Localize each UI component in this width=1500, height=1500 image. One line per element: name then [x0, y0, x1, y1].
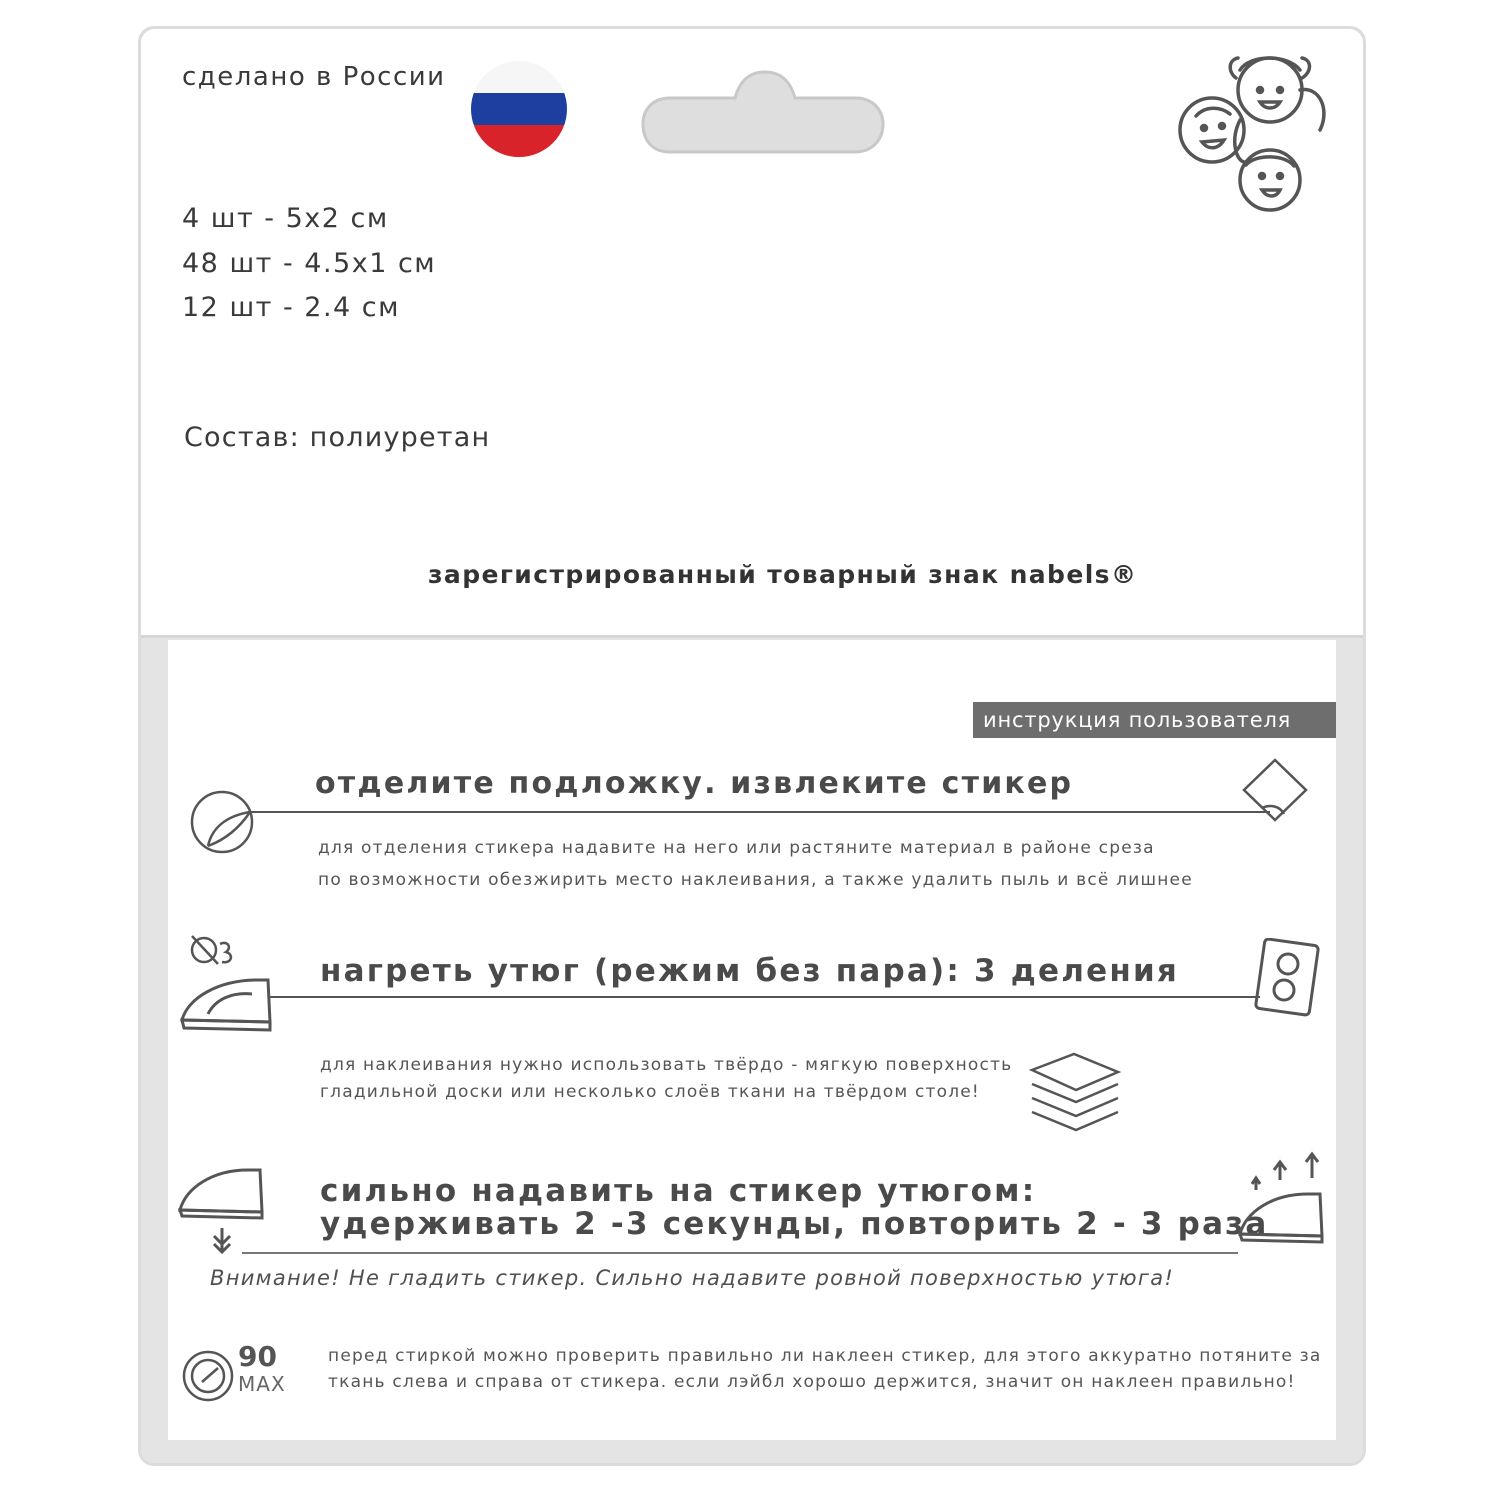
wash-90-icon	[180, 1348, 236, 1404]
trademark-label: зарегистрированный товарный знак nabels®	[428, 560, 1138, 589]
steam-off-icon	[188, 932, 238, 972]
step2-title: нагреть утюг (режим без пара): 3 деления	[320, 953, 1179, 989]
step2-text-1: для наклеивания нужно использовать твёрдо - мягкую поверхность	[320, 1055, 1013, 1075]
iron-press-icon	[176, 1160, 268, 1256]
wash-temp: 90	[238, 1340, 277, 1373]
step3-title-line-2: удерживать 2 -3 секунды, повторить 2 - 3 раза	[320, 1206, 1269, 1242]
kids-faces-icon	[1170, 50, 1350, 220]
hang-hole-icon	[640, 70, 886, 160]
spec-line: 48 шт - 4.5х1 см	[182, 248, 437, 279]
step1-text-2: по возможности обезжирить место наклеивания, а также удалить пыль и всё лишнее	[318, 870, 1193, 890]
made-in-label: сделано в России	[182, 62, 446, 92]
iron-icon	[178, 968, 278, 1042]
step1-divider	[250, 811, 1270, 813]
warning-text: Внимание! Не гладить стикер. Сильно надавите ровной поверхностью утюга!	[210, 1266, 1175, 1290]
diamond-sticker-icon	[1240, 756, 1310, 826]
wash-max-label: MAX	[238, 1372, 286, 1396]
composition-label: Состав: полиуретан	[184, 422, 491, 453]
spec-line: 4 шт - 5х2 см	[182, 203, 389, 234]
step2-text-2: гладильной доски или несколько слоёв ткани на твёрдом столе!	[320, 1082, 980, 1102]
step3-title	[320, 1175, 1269, 1241]
sticker-peel-icon	[188, 788, 258, 858]
spec-line: 12 шт - 2.4 см	[182, 292, 401, 323]
step3-title-line-1: сильно надавить на стикер утюгом:	[320, 1173, 1037, 1209]
fabric-layers-icon	[1026, 1050, 1122, 1132]
instructions-badge: инструкция пользователя	[973, 702, 1336, 738]
step1-title: отделите подложку. извлеките стикер	[315, 766, 1074, 801]
instruction-card	[168, 640, 1336, 1440]
power-socket-icon	[1250, 938, 1320, 1018]
wash-text-2: ткань слева и справа от стикера. если лэйбл хорошо держится, значит он наклеен правильно!	[328, 1372, 1296, 1392]
wash-text-1: перед стиркой можно проверить правильно ли наклеен стикер, для этого аккуратно потяните за	[328, 1346, 1322, 1366]
step2-divider	[270, 996, 1260, 998]
russia-flag-icon	[470, 60, 568, 158]
step3-divider	[242, 1252, 1238, 1254]
iron-lift-icon	[1232, 1150, 1328, 1250]
step1-text-1: для отделения стикера надавите на него или растяните материал в районе среза	[318, 838, 1155, 858]
